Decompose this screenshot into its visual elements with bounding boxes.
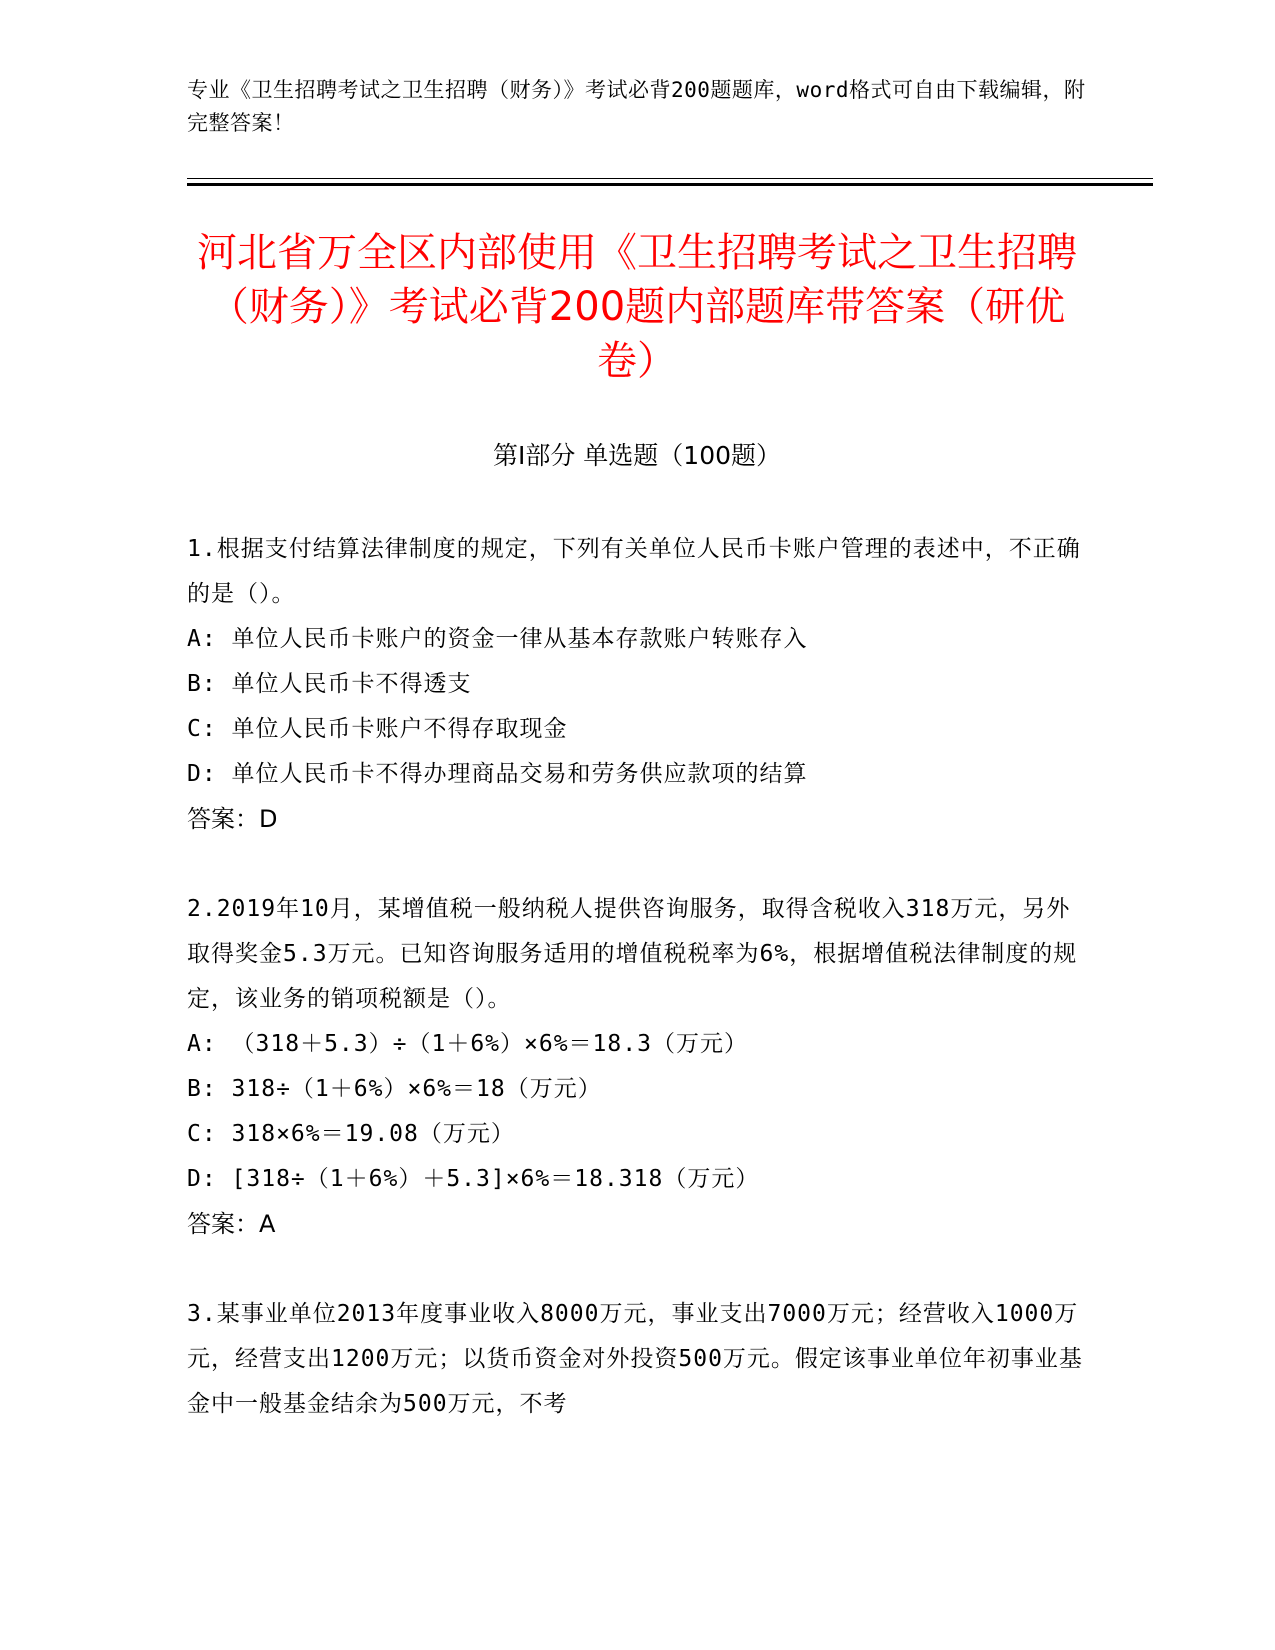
option-c: C: 单位人民币卡账户不得存取现金 [187, 716, 568, 742]
option-b: B: 单位人民币卡不得透支 [187, 671, 472, 697]
option-a: A: （318＋5.3）÷（1＋6%）×6%＝18.3（万元） [187, 1031, 748, 1057]
document-title: 河北省万全区内部使用《卫生招聘考试之卫生招聘（财务）》考试必背200题内部题库带答案（研优卷） [197, 230, 1077, 384]
option-b: B: 318÷（1＋6%）×6%＝18（万元） [187, 1076, 602, 1102]
option-a: A: 单位人民币卡账户的资金一律从基本存款账户转账存入 [187, 626, 808, 652]
question-stem: 2.2019年10月，某增值税一般纳税人提供咨询服务，取得含税收入318万元，另外取得奖金5.3万元。已知咨询服务适用的增值税税率为6%，根据增值税法律制度的规定，该业务的销项税额是（）。 [187, 896, 1078, 1012]
question-stem: 3.某事业单位2013年度事业收入8000万元，事业支出7000万元；经营收入1000万元，经营支出1200万元；以货币资金对外投资500万元。假定该事业单位年初事业基金中一般基金结余为500万元，不考 [187, 1301, 1083, 1417]
question-stem: 1.根据支付结算法律制度的规定，下列有关单位人民币卡账户管理的表述中，不正确的是（）。 [187, 536, 1081, 607]
answer: 答案：D [187, 805, 278, 833]
option-c: C: 318×6%＝19.08（万元） [187, 1121, 515, 1147]
answer: 答案：A [187, 1210, 276, 1238]
question-list [187, 527, 1087, 1472]
header-note: 专业《卫生招聘考试之卫生招聘（财务）》考试必背200题题库，word格式可自由下载编辑，附完整答案！ [187, 78, 1086, 135]
question-2 [187, 887, 1087, 1247]
section-heading: 第Ⅰ部分 单选题（100题） [492, 441, 782, 470]
question-1 [187, 527, 1087, 842]
option-d: D: 单位人民币卡不得办理商品交易和劳务供应款项的结算 [187, 761, 808, 787]
header-divider-thin [187, 178, 1153, 179]
option-d: D: [318÷（1＋6%）＋5.3]×6%＝18.318（万元） [187, 1166, 760, 1192]
question-3 [187, 1292, 1087, 1427]
header-divider-thick [187, 183, 1153, 186]
